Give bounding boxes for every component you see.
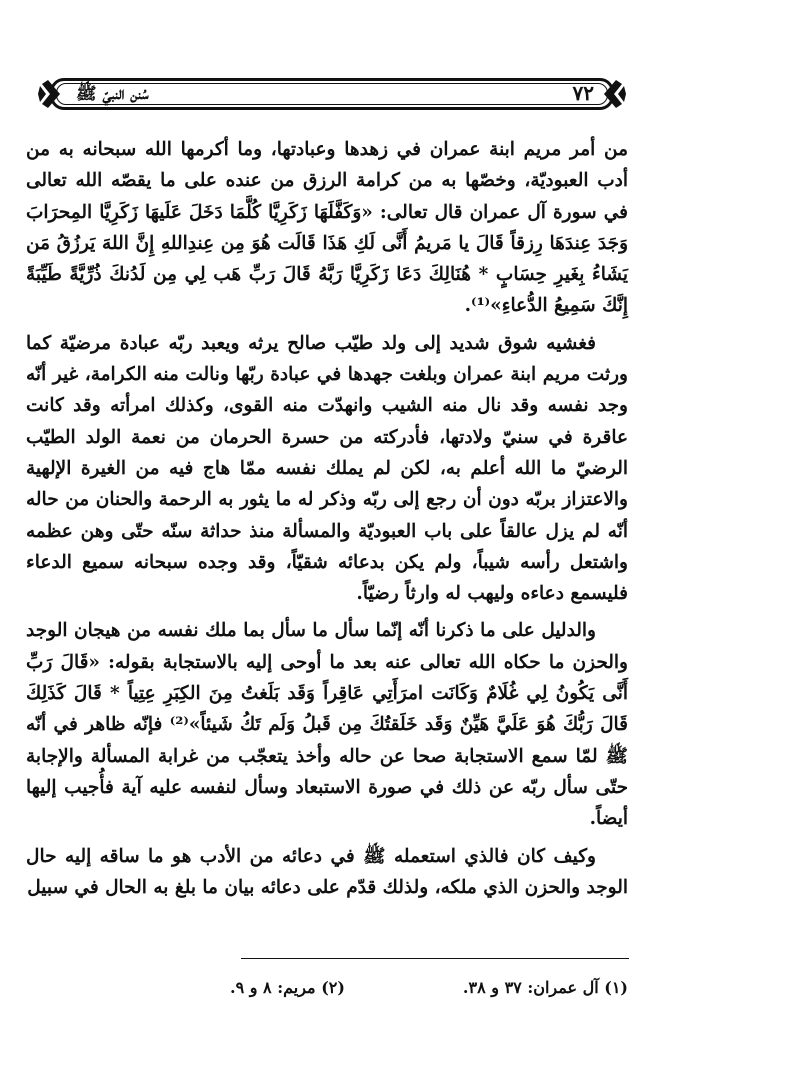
paragraph: فغشيه شوق شديد إلى ولد طيّب صالح يرثه ويعبد ربّه عبادة مرضيّة كما ورثت مريم ابنة عمران وبلغت جهدها في عبادة ربّها ونالت منه الكرامة، غير أنّه وجد نفسه وقد نال منه الشيب وانهدّت منه القوى، وكذلك امرأته وقد كانت عاقرة في سنيّ ولادتها، فأدركته من حسرة الحرمان من نعمة الولد الطيّب الرضيّ ما الله أعلم به، لكن لم يملك نفسه ممّا هاج فيه من الغيرة الإلهية والاعتزاز بربّه دون أن رجع إلى ربّه وذكر له ما يثور به الرحمة والحنان من حاله أنّه لم يزل عالقاً على باب العبوديّة والمسألة منذ حداثة سنّه حتّى وهن عظمه واشتعل رأسه شيباً، ولم يكن بدعائه شقيّاً، وقد وجده سبحانه سميع الدعاء فليسمع دعاءه وليهب له وارثاً رضيّاً. [26,332,628,605]
left-ornament-icon [36,74,62,114]
body-text [26,134,628,903]
running-title: سُنن النبيّ ﷺ [76,84,149,104]
footnote-2: (٢) مريم: ٨ و ٩. [230,978,345,997]
paragraph: وكيف كان فالذي استعمله ﷺ في دعائه من الأدب هو ما ساقه إليه حال الوجد والحزن الذي ملكه، ولذلك قدّم على دعائه بيان ما بلغ به الحال في سبيل [26,845,628,898]
footnotes [230,978,628,1004]
footnote-divider [241,958,629,959]
paragraph: من أمر مريم ابنة عمران في زهدها وعبادتها، وما أكرمها الله سبحانه به من أدب العبوديّة، وخصّها به من كرامة الرزق من عنده على ما يقصّه الله تعالى في سورة آل عمران قال تعالى: «وَكَفَّلَهَا زَكَرِيَّا كُلَّمَا دَخَلَ عَلَيهَا زَكَرِيَّا المِحرَابَ وَجَدَ عِندَهَا رِزقاً قَالَ يا مَريمُ أَنَّى لَكِ هَذَا قَالَت هُوَ مِن عِندِاللهِ إِنَّ اللهَ يَرزُقُ مَن يَشَاءُ بِغَيرِ حِسَابٍ * هُنَالِكَ دَعَا زَكَرِيَّا رَبَّهُ قَالَ رَبِّ هَب لِي مِن لَدُنكَ ذُرِّيَّةً طَيِّبَةً إِنَّكَ سَمِيعُ الدُّعاءِ»⁽¹⁾. [26,139,628,317]
right-ornament-icon [602,74,628,114]
page-header [36,74,628,114]
page-number: ٧٢ [572,81,594,105]
paragraph: والدليل على ما ذكرنا أنّه إنّما سأل ما سأل بما ملك نفسه من هيجان الوجد والحزن ما حكاه الله تعالى عنه بعد ما أوحى إليه بالاستجابة بقوله: «قَالَ رَبِّ أَنَّى يَكُونُ لِي غُلَامٌ وَكَانَت امرَأَتِي عَاقِراً وَقَد بَلَغتُ مِنَ الكِبَرِ عِتِياً * قَالَ كَذَلِكَ قَالَ رَبُّكَ هُوَ عَلَيَّ هَيِّنٌ وَقَد خَلَقتُكَ مِن قَبلُ وَلَم تَكُ شَيئاً»⁽²⁾ فإنّه ظاهر في أنّه ﷺ لمّا سمع الاستجابة صحا عن حاله وأخذ يتعجّب من غرابة المسألة والإجابة حتّى سأل ربّه عن ذلك في صورة الاستبعاد وسأل لنفسه عليه آية فأُجيب إليها أيضاً. [26,620,628,830]
footnote-1: (١) آل عمران: ٣٧ و ٣٨. [462,978,628,997]
